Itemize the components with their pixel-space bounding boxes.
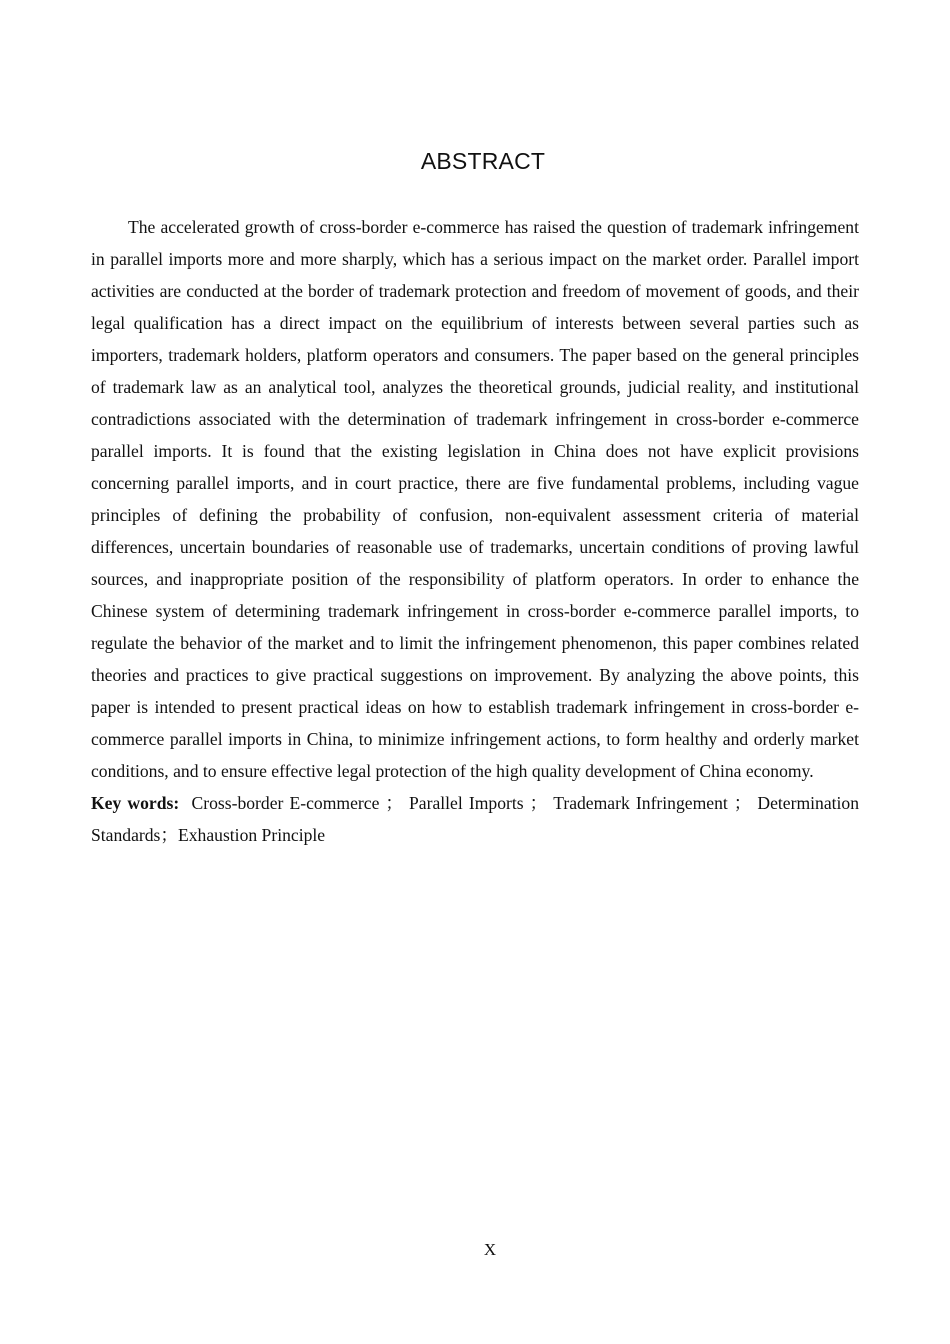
abstract-body [91,211,859,851]
keyword-item: Trademark Infringement [553,793,728,813]
keyword-separator: ； [385,793,403,813]
keyword-item: Cross-border E-commerce [191,793,380,813]
abstract-paragraph: The accelerated growth of cross-border e-commerce has raised the question of trademark infringement in parallel imports more and more sharply, which has a serious impact on the market order. Parallel import activities are conducted at the border of trademark protection and freedom of movement of goods, and their legal qualification has a direct impact on the equilibrium of interests between several parties such as importers, trademark holders, platform operators and consumers. The paper based on the general principles of trademark law as an analytical tool, analyzes the theoretical grounds, judicial reality, and institutional contradictions associated with the determination of trademark infringement in cross-border e-commerce parallel imports. It is found that the existing legislation in China does not have explicit provisions concerning parallel imports, and in court practice, there are five fundamental problems, including vague principles of defining the probability of confusion, non-equivalent assessment criteria of material differences, uncertain boundaries of reasonable use of trademarks, uncertain conditions of proving lawful sources, and inappropriate position of the responsibility of platform operators. In order to enhance the Chinese system of determining trademark infringement in cross-border e-commerce parallel imports, to regulate the behavior of the market and to limit the infringement phenomenon, this paper combines related theories and practices to give practical suggestions on improvement. By analyzing the above points, this paper is intended to present practical ideas on how to establish trademark infringement in cross-border e-commerce parallel imports in China, to minimize infringement actions, to form healthy and orderly market conditions, and to ensure effective legal protection of the high quality development of China economy. [91,217,859,781]
keyword-item: Determination Standards [91,793,859,845]
keyword-separator: ； [733,793,752,813]
keywords-line [91,787,859,851]
page-number: X [483,1240,497,1259]
keyword-separator: ； [529,793,548,813]
abstract-title: ABSTRACT [420,148,546,174]
keyword-item: Parallel Imports [409,793,524,813]
keyword-separator: ； [160,825,178,845]
keywords-label: Key words: [91,793,180,813]
keyword-item: Exhaustion Principle [178,825,326,845]
